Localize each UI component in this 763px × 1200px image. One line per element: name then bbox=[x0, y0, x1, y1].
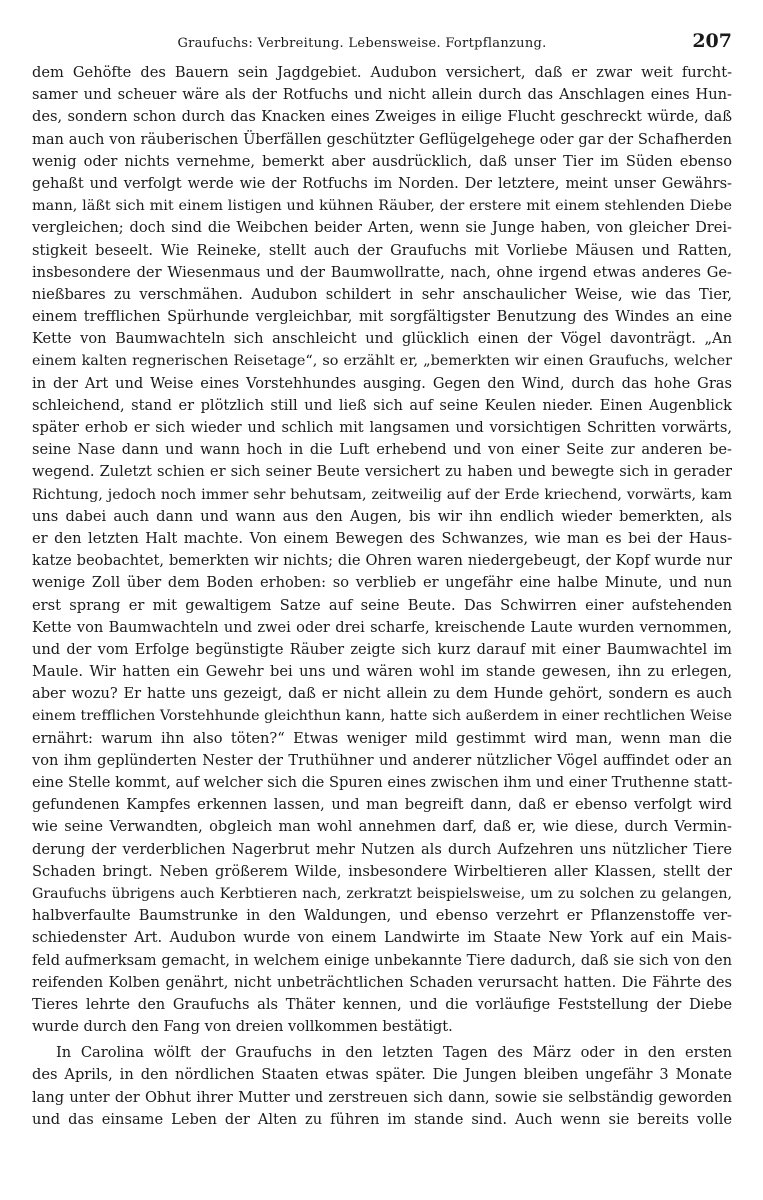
text-line: Tieres lehrte den Graufuchs als Thäter kennen, und die vorläufige Feststellung der Diebe bbox=[32, 995, 732, 1013]
text-line: einem trefflichen Spürhunde vergleichbar, mit sorgfältigster Benutzung des Windes an eine bbox=[32, 308, 732, 326]
text-line: später erhob er sich wieder und schlich mit langsamen und vorsichtigen Schritten vorwärts, bbox=[32, 419, 732, 436]
text-line: und der vom Erfolge begünstigte Räuber zeigte sich kurz darauf mit einer Baumwachtel im bbox=[32, 640, 732, 658]
text-line: dem Gehöfte des Bauern sein Jagdgebiet. Audubon versichert, daß er zwar weit furcht- bbox=[32, 64, 732, 81]
text-line: Kette von Baumwachteln sich anschleicht und glücklich einen der Vögel davonträgt. „An bbox=[32, 330, 732, 348]
text-line: Richtung, jedoch noch immer sehr behutsam, zeitweilig auf der Erde kriechend, vorwärts, kam bbox=[32, 486, 732, 503]
text-line: von ihm geplünderten Nester der Truthühner und anderer nützlicher Vögel auffindet oder an bbox=[32, 751, 732, 769]
text-line: halbverfaulte Baumstrunke in den Waldungen, und ebenso verzehrt er Pflanzenstoffe ver- bbox=[32, 907, 732, 925]
text-line: eine Stelle kommt, auf welcher sich die Spuren eines zwischen ihm und einer Truthenne statt- bbox=[32, 774, 732, 791]
text-line: reifenden Kolben genährt, nicht unbeträchtlichen Schaden verursacht hatten. Die Fährte des bbox=[32, 973, 732, 991]
text-line: ernährt: warum ihn also töten?“ Etwas weniger mild gestimmt wird man, wenn man die bbox=[32, 729, 732, 747]
text-line: wegend. Zuletzt schien er sich seiner Beute versichert zu haben und bewegte sich in gerader bbox=[32, 463, 732, 481]
text-line: erst sprang er mit gewaltigem Satze auf seine Beute. Das Schwirren einer aufstehenden bbox=[32, 596, 732, 614]
text-line: wenige Zoll über dem Boden erhoben: so verblieb er ungefähr eine halbe Minute, und nun bbox=[32, 574, 732, 592]
text-line: Kette von Baumwachteln und zwei oder drei scharfe, kreischende Laute wurden vernommen, bbox=[32, 618, 732, 636]
text-line: vergleichen; doch sind die Weibchen beider Arten, wenn sie Junge haben, von gleicher Drei- bbox=[32, 219, 732, 237]
text-line: gehaßt und verfolgt werde wie der Rotfuchs im Norden. Der letztere, meint unser Gewährs- bbox=[32, 174, 732, 192]
text-line: derung der verderblichen Nagerbrut mehr Nutzen als durch Aufzehren uns nützlicher Tiere bbox=[32, 840, 732, 858]
text-line: mann, läßt sich mit einem listigen und kühnen Räuber, der erstere mit einem stehlenden Diebe bbox=[32, 198, 732, 215]
text-line: Graufuchs übrigens auch Kerbtieren nach, zerkratzt beispielsweise, um zu solchen zu gelangen, bbox=[32, 885, 732, 902]
text-line: seine Nase dann und wann hoch in die Luft erhebend und von einer Seite zur anderen be- bbox=[32, 441, 732, 459]
text-line: Maule. Wir hatten ein Gewehr bei uns und wären wohl im stande gewesen, ihn zu erlegen, bbox=[32, 663, 732, 681]
body-text bbox=[32, 62, 732, 1131]
text-line: aber wozu? Er hatte uns gezeigt, daß er nicht allein zu dem Hunde gehört, sondern es auch bbox=[32, 685, 732, 703]
text-line: einem kalten regnerischen Reisetage“, so erzählt er, „bemerkten wir einen Graufuchs, welcher bbox=[32, 353, 732, 370]
text-line: er den letzten Halt machte. Von einem Bewegen des Schwanzes, wie man es bei der Haus- bbox=[32, 529, 732, 547]
text-line: wie seine Verwandten, obgleich man wohl annehmen darf, daß er, wie diese, durch Vermin- bbox=[32, 818, 732, 836]
text-line: und das einsame Leben der Alten zu führen im stande sind. Auch wenn sie bereits volle bbox=[32, 1110, 732, 1128]
text-line: in der Art und Weise eines Vorstehhundes ausging. Gegen den Wind, durch das hohe Gras bbox=[32, 374, 732, 392]
text-line: katze beobachtet, bemerkten wir nichts; die Ohren waren niedergebeugt, der Kopf wurde nur bbox=[32, 552, 732, 570]
text-line: insbesondere der Wiesenmaus und der Baumwollratte, nach, ohne irgend etwas anderes Ge- bbox=[32, 263, 732, 281]
text-line: einem trefflichen Vorstehhunde gleichthun kann, hatte sich außerdem in einer rechtlichen Weise bbox=[32, 708, 732, 725]
running-head: Graufuchs: Verbreitung. Lebensweise. Fortpflanzung. bbox=[177, 36, 547, 51]
page-header bbox=[32, 30, 732, 58]
text-line: stigkeit beseelt. Wie Reineke, stellt auch der Graufuchs mit Vorliebe Mäusen und Ratten, bbox=[32, 241, 732, 259]
text-line: man auch von räuberischen Überfällen geschützter Geflügelgehege oder gar der Schafherden bbox=[32, 130, 732, 148]
text-line: schleichend, stand er plötzlich still und ließ sich auf seine Keulen nieder. Einen Augenblick bbox=[32, 396, 732, 414]
paragraph-start-line: In Carolina wölft der Graufuchs in den letzten Tagen des März oder in den ersten bbox=[56, 1044, 732, 1062]
text-line: des Aprils, in den nördlichen Staaten etwas später. Die Jungen bleiben ungefähr 3 Monate bbox=[32, 1066, 732, 1084]
text-line: schiedenster Art. Audubon wurde von einem Landwirte im Staate New York auf ein Mais- bbox=[32, 929, 732, 947]
text-line: des, sondern schon durch das Knacken eines Zweiges in eilige Flucht geschreckt würde, daß bbox=[32, 108, 732, 126]
paragraph-end-line: wurde durch den Fang von dreien vollkommen bestätigt. bbox=[32, 1018, 453, 1036]
text-line: samer und scheuer wäre als der Rotfuchs und nicht allein durch das Anschlagen eines Hun- bbox=[32, 86, 732, 104]
page-number: 207 bbox=[692, 30, 732, 52]
text-line: wenig oder nichts vernehme, bemerkt aber ausdrücklich, daß unser Tier im Süden ebenso bbox=[32, 152, 732, 170]
text-line: feld aufmerksam gemacht, in welchem einige unbekannte Tiere dadurch, daß sie sich von den bbox=[32, 951, 732, 969]
text-line: lang unter der Obhut ihrer Mutter und zerstreuen sich dann, sowie sie selbständig geworden bbox=[32, 1088, 732, 1106]
text-line: Schaden bringt. Neben größerem Wilde, insbesondere Wirbeltieren aller Klassen, stellt der bbox=[32, 862, 732, 880]
text-line: gefundenen Kampfes erkennen lassen, und man begreift dann, daß er ebenso verfolgt wird bbox=[32, 796, 732, 814]
text-line: nießbares zu verschmähen. Audubon schildert in sehr anschaulicher Weise, wie das Tier, bbox=[32, 285, 732, 303]
text-line: uns dabei auch dann und wann aus den Augen, bis wir ihn endlich wieder bemerkten, als bbox=[32, 507, 732, 525]
